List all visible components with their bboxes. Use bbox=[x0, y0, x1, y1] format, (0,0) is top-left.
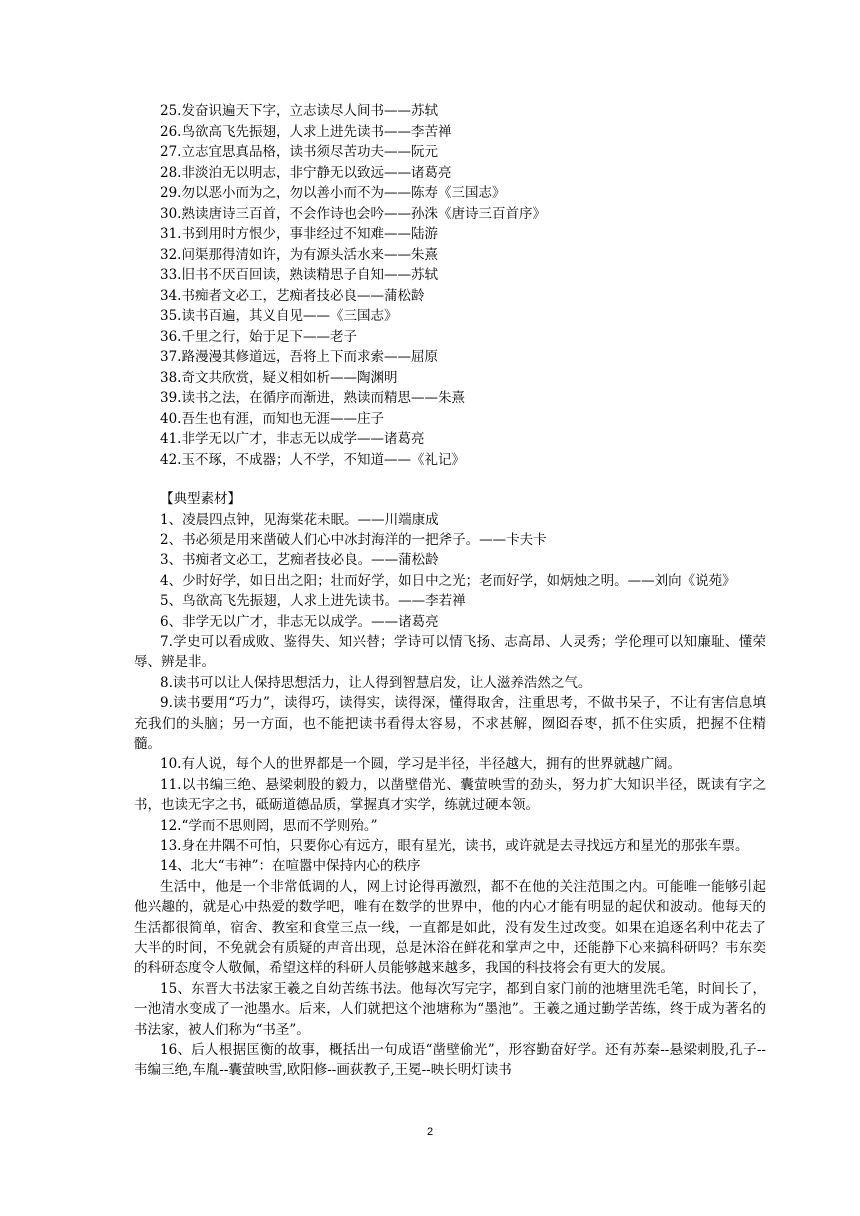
material-paragraph: 12.“学而不思则罔，思而不学则殆。” bbox=[160, 817, 378, 834]
quote-list bbox=[134, 101, 766, 470]
page-number: 2 bbox=[426, 1126, 434, 1138]
material-paragraph: 1、凌晨四点钟，见海棠花未眠。——川端康成 bbox=[160, 511, 439, 528]
material-list bbox=[134, 510, 766, 1081]
material-paragraph: 5、鸟欲高飞先振翅，人求上进先读书。——李若禅 bbox=[160, 593, 466, 610]
section-title: 【典型素材】 bbox=[160, 491, 241, 507]
material-paragraph: 6、非学无以广才，非志无以成学。——诸葛亮 bbox=[160, 613, 439, 630]
material-paragraph: 7.学史可以看成败、鉴得失、知兴替；学诗可以情飞扬、志高昂、人灵秀；学伦理可以知廉耻、懂荣辱、辨是非。 bbox=[134, 633, 766, 671]
material-paragraph: 15、东晋大书法家王羲之自幼苦练书法。他每次写完字，都到自家门前的池塘里洗毛笔，时间长了，一池清水变成了一池墨水。后来，人们就把这个池塘称为“墨池”。王羲之通过勤学苦练，终于成为著名的书法家，被人们称为“书圣”。 bbox=[134, 980, 766, 1038]
quote-line: 38.奇文共欣赏，疑义相如析——陶渊明 bbox=[160, 369, 398, 386]
material-paragraph: 8.读书可以让人保持思想活力，让人得到智慧启发，让人滋养浩然之气。 bbox=[160, 674, 592, 691]
quote-line: 39.读书之法，在循序而渐进，熟读而精思——朱熹 bbox=[160, 390, 465, 406]
quote-line: 25.发奋识遍天下字，立志读尽人间书——苏轼 bbox=[160, 103, 438, 119]
quote-line: 26.鸟欲高飞先振翅，人求上进先读书——李苦禅 bbox=[160, 123, 452, 140]
material-paragraph: 3、书痴者文必工，艺痴者技必良。——蒲松龄 bbox=[160, 552, 439, 569]
quote-line: 35.读书百遍，其义自见——《三国志》 bbox=[160, 308, 398, 324]
quote-line: 29.勿以恶小而为之，勿以善小而不为——陈寿《三国志》 bbox=[160, 185, 506, 201]
quote-line: 30.熟读唐诗三百首，不会作诗也会吟——孙洙《唐诗三百首序》 bbox=[160, 205, 546, 222]
quote-line: 27.立志宜思真品格，读书须尽苦功夫——阮元 bbox=[160, 144, 438, 160]
material-paragraph: 2、书必须是用来凿破人们心中冰封海洋的一把斧子。——卡夫卡 bbox=[160, 531, 547, 548]
quote-line: 42.玉不琢，不成器；人不学，不知道——《礼记》 bbox=[160, 451, 465, 468]
quote-line: 37.路漫漫其修道远，吾将上下而求索——屈原 bbox=[160, 349, 438, 365]
quote-line: 32.问渠那得清如许，为有源头活水来——朱熹 bbox=[160, 246, 438, 263]
material-paragraph: 11.以书编三绝、悬梁刺股的毅力，以凿壁借光、囊萤映雪的劲头，努力扩大知识半径，既读有字之书，也读无字之书，砥砺道德品质，掌握真才实学，练就过硬本领。 bbox=[134, 776, 766, 814]
document-body bbox=[134, 101, 766, 1081]
quote-line: 31.书到用时方恨少，事非经过不知难——陆游 bbox=[160, 226, 438, 242]
quote-line: 33.旧书不厌百回读，熟读精思子自知——苏轼 bbox=[160, 267, 438, 283]
material-paragraph: 4、少时好学，如日出之阳；壮而好学，如日中之光；老而好学，如炳烛之明。——刘向《说苑》 bbox=[160, 572, 736, 589]
paragraph-gap bbox=[134, 470, 766, 489]
quote-line: 34.书痴者文必工，艺痴者技必良——蒲松龄 bbox=[160, 287, 425, 304]
quote-line: 36.千里之行，始于足下——老子 bbox=[160, 328, 357, 345]
material-paragraph: 10.有人说，每个人的世界都是一个圆，学习是半径，半径越大，拥有的世界就越广阔。 bbox=[160, 756, 681, 773]
material-paragraph: 9.读书要用“巧力”，读得巧，读得实，读得深，懂得取舍，注重思考，不做书呆子，不让有害信息填充我们的头脑；另一方面，也不能把读书看得太容易，不求甚解，囫囵吞枣，抓不住实质，把握不住精髓。 bbox=[134, 695, 766, 752]
material-paragraph: 生活中，他是一个非常低调的人，网上讨论得再激烈，都不在他的关注范围之内。可能唯一能够引起他兴趣的，就是心中热爱的数学吧，唯有在数学的世界中，他的内心才能有明显的起伏和波动。他每天的生活都很简单，宿舍、教室和食堂三点一线，一直都是如此，没有发生过改变。如果在追逐名利中花去了大半的时间，不免就会有质疑的声音出现，总是沐浴在鲜花和掌声之中，还能静下心来搞科研吗？韦东奕的科研态度令人敬佩，希望这样的科研人员能够越来越多，我国的科技将会有更大的发展。 bbox=[134, 878, 766, 977]
quote-line: 41.非学无以广才，非志无以成学——诸葛亮 bbox=[160, 431, 425, 447]
material-paragraph: 13.身在井隅不可怕，只要你心有远方，眼有星光，读书，或许就是去寻找远方和星光的那张车票。 bbox=[160, 838, 749, 854]
material-paragraph: 16、后人根据匡衡的故事，概括出一句成语“凿壁偷光”，形容勤奋好学。还有苏秦--悬梁刺股,孔子--韦编三绝,车胤--囊萤映雪,欧阳修--画荻教子,王冕--映长明灯读书 bbox=[134, 1042, 766, 1079]
quote-line: 40.吾生也有涯，而知也无涯——庄子 bbox=[160, 410, 384, 427]
quote-line: 28.非淡泊无以明志，非宁静无以致远——诸葛亮 bbox=[160, 164, 452, 181]
material-paragraph: 14、北大“韦神”：在喧嚣中保持内心的秩序 bbox=[160, 858, 421, 875]
